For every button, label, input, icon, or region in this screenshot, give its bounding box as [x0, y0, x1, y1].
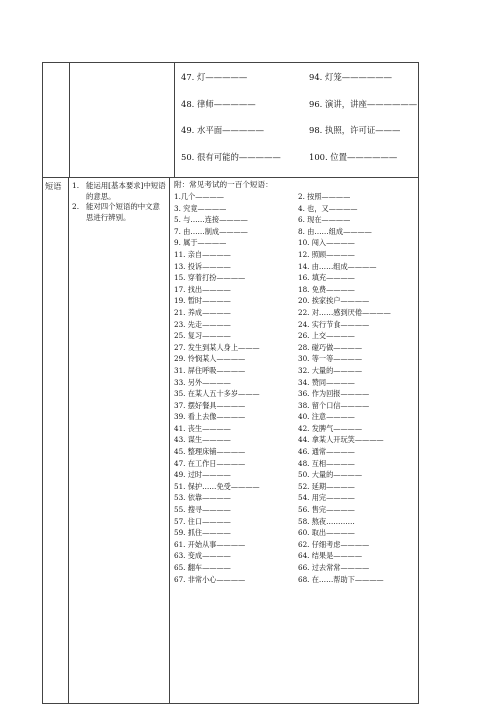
phrase-item: 60. 取出———— [298, 528, 355, 538]
objective-number: 2. [72, 202, 80, 211]
phrases-row [43, 178, 418, 703]
phrase-item: 14. 由……组成———— [298, 261, 377, 271]
phrase-item: 32. 大量的———— [298, 365, 363, 375]
phrases-cell [170, 178, 418, 703]
vocab-item: 49. 水平面————— [181, 125, 264, 135]
phrase-item: 52. 延期———— [298, 481, 355, 491]
objective-number: 1. [72, 181, 80, 190]
phrase-item: 63. 变成———— [174, 551, 231, 561]
phrase-item: 46. 通常———— [298, 447, 355, 457]
phrase-item: 34. 赞同———— [298, 377, 355, 387]
phrase-item: 48. 互相———— [298, 458, 355, 468]
phrase-item: 44. 拿某人开玩笑———— [298, 435, 384, 445]
phrase-item: 65. 翻车———— [174, 563, 231, 572]
vocab-item: 100. 位置—————— [309, 151, 398, 162]
category-cell-empty [43, 63, 70, 177]
phrase-item: 68. 在……帮助下———— [298, 574, 384, 584]
phrase-item: 39. 看上去像———— [174, 412, 246, 422]
phrase-item: 49. 过时———— [174, 470, 231, 480]
phrase-item: 31. 屏住呼吸———— [174, 365, 246, 375]
phrase-item: 42. 发脾气———— [298, 423, 363, 433]
phrase-item: 38. 留个口信———— [298, 400, 370, 410]
phrase-item: 43. 谋生———— [174, 435, 231, 445]
objectives-list [69, 178, 169, 223]
phrase-item: 54. 用完———— [298, 493, 355, 503]
phrase-item: 53. 依靠———— [174, 493, 231, 503]
vocab-item: 48. 律师————— [181, 98, 256, 109]
lesson-table [42, 62, 419, 704]
vocabulary-row [43, 63, 418, 178]
phrase-item: 45. 整理床铺———— [174, 447, 246, 457]
vocab-item: 47. 灯————— [181, 72, 248, 82]
phrase-item: 28. 碰巧做———— [298, 342, 363, 352]
phrase-item: 12. 照顾———— [298, 249, 355, 259]
vocab-item: 98. 执照，许可证——— [309, 125, 401, 135]
phrase-item: 40. 注意———— [298, 412, 355, 422]
phrase-item: 27. 发生到某人身上——— [174, 342, 260, 352]
phrase-item: 2. 按照———— [298, 192, 351, 201]
phrase-item: 1.几个———— [174, 192, 224, 201]
phrase-item: 30. 等一等———— [298, 354, 363, 364]
phrase-item: 10. 闯入———— [298, 238, 355, 248]
phrase-item: 8. 由……组成———— [298, 226, 372, 236]
phrase-item: 64. 结果是———— [298, 551, 363, 561]
phrase-item: 21. 养成———— [174, 307, 231, 317]
phrase-item: 36. 作为回报———— [298, 389, 370, 399]
phrase-item: 24. 实行节食———— [298, 319, 370, 329]
objectives-cell [69, 178, 170, 703]
objectives-cell-empty [70, 63, 175, 177]
vocab-item: 94. 灯笼—————— [309, 72, 392, 82]
phrase-item: 58. 熬夜………… [298, 516, 355, 526]
phrase-item: 25. 复习———— [174, 331, 231, 341]
phrase-item: 17. 找出———— [174, 284, 231, 294]
phrase-item: 3. 究竟———— [174, 203, 227, 213]
phrase-item: 7. 由……制成———— [174, 226, 248, 236]
phrase-item: 61. 开始从事———— [174, 539, 246, 549]
vocab-line [181, 151, 418, 178]
phrase-item: 33. 另外———— [174, 377, 231, 387]
phrase-item: 23. 先走———— [174, 319, 231, 329]
phrase-item: 50. 大量的———— [298, 470, 363, 480]
phrase-item: 59. 抓住———— [174, 528, 231, 538]
phrase-item: 9. 属于———— [174, 238, 227, 248]
phrase-item: 55. 搜寻———— [174, 505, 231, 515]
phrases-heading: 附：常见考试的一百个短语： [174, 180, 273, 189]
vocab-line [181, 124, 418, 151]
phrase-item: 15. 穿着打扮———— [174, 273, 246, 283]
phrase-item: 4. 也，又———— [298, 203, 358, 213]
phrase-item: 16. 填充———— [298, 273, 355, 283]
phrase-item: 56. 售完———— [298, 505, 355, 515]
vocab-item: 96. 演讲，讲座—————— [309, 98, 418, 109]
category-label: 短语 [45, 181, 62, 191]
phrase-item: 57. 住口———— [174, 516, 231, 526]
phrase-item: 26. 上交———— [298, 331, 355, 341]
objective-text: 能对四个短语的中文意思进行辨别。 [86, 202, 160, 222]
phrase-item: 66. 过去常常———— [298, 563, 370, 572]
objective-item [72, 181, 167, 202]
phrase-item: 67. 非常小心———— [174, 574, 246, 584]
phrase-item: 5. 与……连接———— [174, 215, 248, 225]
phrase-item: 37. 摆好餐具———— [174, 400, 246, 410]
phrase-item: 11. 亲自———— [174, 249, 231, 259]
phrase-item: 62. 仔细考虑———— [298, 539, 370, 549]
vocabulary-cell [175, 63, 418, 177]
objective-item [72, 202, 167, 223]
category-cell [43, 178, 69, 703]
phrase-item: 20. 挨家挨户———— [298, 296, 370, 306]
phrase-item: 35. 在某人五十多岁——— [174, 389, 260, 399]
phrases-grid [174, 191, 418, 585]
vocab-item: 50. 很有可能的————— [181, 151, 281, 162]
objective-text: 能运用[基本要求]中短语的意思。 [86, 181, 166, 201]
vocab-line [181, 98, 418, 125]
phrase-item: 6. 现在———— [298, 215, 351, 225]
phrase-item: 19. 暂时———— [174, 296, 231, 306]
phrase-item: 22. 对……感到厌倦———— [298, 307, 391, 317]
phrase-item: 47. 在工作日———— [174, 458, 246, 468]
vocab-line [181, 71, 418, 98]
phrase-item: 18. 免费———— [298, 284, 355, 294]
phrase-item: 13. 投诉———— [174, 261, 231, 271]
phrase-item: 29. 怜悯某人———— [174, 354, 246, 364]
phrase-item: 51. 保护……免受———— [174, 481, 260, 491]
phrase-item: 41. 丧生———— [174, 423, 231, 433]
